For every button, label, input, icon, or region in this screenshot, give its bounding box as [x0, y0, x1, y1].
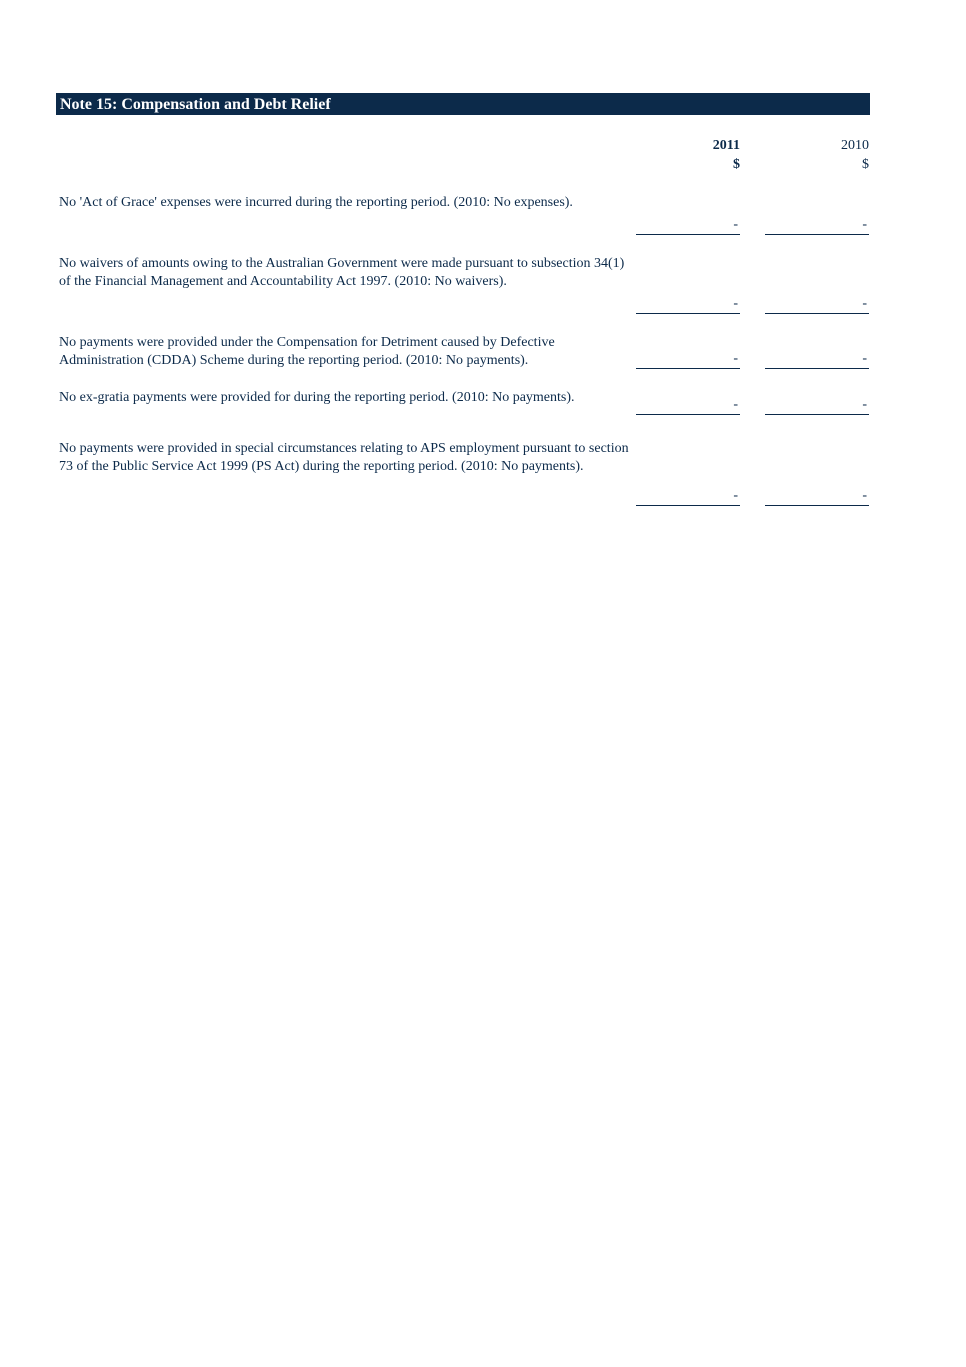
row-special-circumstances-2010 — [765, 487, 869, 506]
row-ex-gratia-text: No ex-gratia payments were provided for during the reporting period. (2010: No payments). — [59, 390, 575, 405]
value-2010: - — [862, 296, 867, 311]
value-2010: - — [862, 397, 867, 412]
note-title: Note 15: Compensation and Debt Relief — [60, 96, 331, 113]
value-2011: - — [733, 488, 738, 503]
column-header-2010-year: 2010 — [841, 138, 869, 153]
row-special-circumstances-2011 — [636, 487, 740, 506]
row-act-of-grace-2010 — [765, 216, 869, 235]
row-cdda-2011 — [636, 350, 740, 369]
row-act-of-grace-2011 — [636, 216, 740, 235]
row-act-of-grace-text: No 'Act of Grace' expenses were incurred during the reporting period. (2010: No expenses). — [59, 195, 573, 210]
value-2011: - — [733, 296, 738, 311]
column-header-2010-unit: $ — [862, 157, 869, 172]
row-waivers-2011 — [636, 295, 740, 314]
value-2010: - — [862, 488, 867, 503]
row-special-circumstances-text: No payments were provided in special circumstances relating to APS employment pursuant to section 73 of the Public Service Act 1999 (PS Act) during the reporting period. (2010: No payments). — [59, 441, 629, 474]
row-waivers-text: No waivers of amounts owing to the Australian Government were made pursuant to subsection 34(1) of the Financial Management and Accountability Act 1997. (2010: No waivers). — [59, 256, 625, 289]
value-2011: - — [733, 217, 738, 232]
value-2010: - — [862, 217, 867, 232]
row-ex-gratia-2011 — [636, 396, 740, 415]
row-waivers-2010 — [765, 295, 869, 314]
value-2011: - — [733, 351, 738, 366]
note-title-bar — [56, 93, 870, 115]
column-header-2011-year: 2011 — [712, 138, 740, 153]
row-cdda-text: No payments were provided under the Compensation for Detriment caused by Defective Administration (CDDA) Scheme during the reporting period. (2010: No payments). — [59, 335, 555, 368]
value-2010: - — [862, 351, 867, 366]
value-2011: - — [733, 397, 738, 412]
column-header-2011-unit: $ — [733, 157, 740, 172]
row-ex-gratia-2010 — [765, 396, 869, 415]
row-cdda-2010 — [765, 350, 869, 369]
